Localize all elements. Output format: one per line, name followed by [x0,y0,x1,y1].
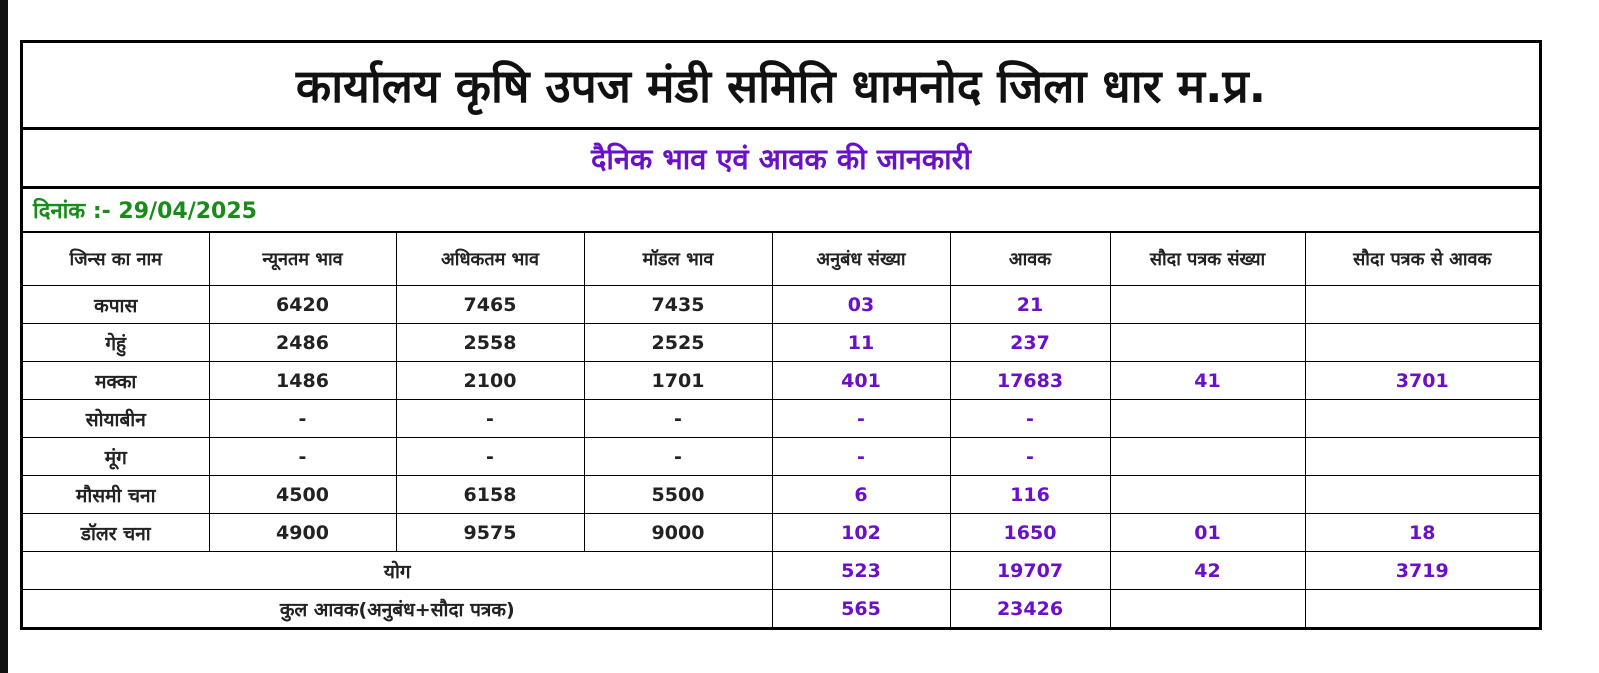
cell-max-rate: 7465 [396,286,584,324]
cell-contract-count: 03 [772,286,950,324]
cell-deal-count [1110,286,1305,324]
total-contract-count: 523 [772,552,950,590]
cell-min-rate: 2486 [209,324,396,362]
cell-deal-arrival [1305,324,1539,362]
cell-model-rate: 5500 [584,476,772,514]
table-row [23,400,1539,438]
col-header-max-rate: अधिकतम भाव [396,233,584,286]
cell-deal-arrival: 18 [1305,514,1539,552]
grand-total-arrival: 23426 [950,590,1110,628]
left-edge-bar [0,0,8,673]
cell-model-rate: - [584,438,772,476]
cell-min-rate: 6420 [209,286,396,324]
table-row [23,438,1539,476]
cell-deal-count: 41 [1110,362,1305,400]
cell-commodity-name: मूंग [23,438,209,476]
col-header-deal-arrival: सौदा पत्रक से आवक [1305,233,1539,286]
table-row [23,514,1539,552]
cell-min-rate: - [209,438,396,476]
cell-deal-count [1110,438,1305,476]
cell-arrival: 116 [950,476,1110,514]
cell-max-rate: - [396,438,584,476]
cell-max-rate: - [396,400,584,438]
rates-table [23,233,1539,627]
cell-min-rate: 4500 [209,476,396,514]
table-row [23,476,1539,514]
cell-deal-arrival [1305,476,1539,514]
office-title: कार्यालय कृषि उपज मंडी समिति धामनोद जिला धार म.प्र. [23,43,1539,130]
cell-model-rate: 9000 [584,514,772,552]
grand-total-empty-1 [1110,590,1305,628]
cell-arrival: - [950,400,1110,438]
cell-arrival: 21 [950,286,1110,324]
cell-min-rate: 1486 [209,362,396,400]
cell-commodity-name: मौसमी चना [23,476,209,514]
col-header-min-rate: न्यूनतम भाव [209,233,396,286]
total-deal-arrival: 3719 [1305,552,1539,590]
cell-model-rate: 1701 [584,362,772,400]
total-deal-count: 42 [1110,552,1305,590]
cell-deal-count [1110,324,1305,362]
cell-max-rate: 2100 [396,362,584,400]
cell-deal-arrival [1305,438,1539,476]
col-header-model-rate: मॉडल भाव [584,233,772,286]
total-row [23,552,1539,590]
cell-arrival: 17683 [950,362,1110,400]
col-header-contract-count: अनुबंध संख्या [772,233,950,286]
cell-deal-arrival [1305,400,1539,438]
cell-arrival: 1650 [950,514,1110,552]
table-body [23,286,1539,552]
col-header-commodity: जिन्स का नाम [23,233,209,286]
cell-contract-count: - [772,400,950,438]
cell-deal-arrival [1305,286,1539,324]
cell-contract-count: 401 [772,362,950,400]
cell-max-rate: 2558 [396,324,584,362]
cell-min-rate: - [209,400,396,438]
cell-contract-count: 102 [772,514,950,552]
col-header-arrival: आवक [950,233,1110,286]
cell-arrival: - [950,438,1110,476]
cell-max-rate: 6158 [396,476,584,514]
table-header-row [23,233,1539,286]
grand-total-empty-2 [1305,590,1539,628]
total-label: योग [23,552,772,590]
cell-deal-count [1110,400,1305,438]
table-row [23,286,1539,324]
table-row [23,362,1539,400]
cell-commodity-name: कपास [23,286,209,324]
grand-total-label: कुल आवक(अनुबंध+सौदा पत्रक) [23,590,772,628]
cell-contract-count: 6 [772,476,950,514]
grand-total-row [23,590,1539,628]
cell-contract-count: - [772,438,950,476]
cell-commodity-name: सोयाबीन [23,400,209,438]
cell-model-rate: - [584,400,772,438]
cell-contract-count: 11 [772,324,950,362]
report-subtitle: दैनिक भाव एवं आवक की जानकारी [23,130,1539,189]
total-arrival: 19707 [950,552,1110,590]
cell-commodity-name: मक्का [23,362,209,400]
table-row [23,324,1539,362]
cell-arrival: 237 [950,324,1110,362]
grand-total-contract: 565 [772,590,950,628]
cell-commodity-name: डॉलर चना [23,514,209,552]
cell-min-rate: 4900 [209,514,396,552]
report-date: दिनांक :- 29/04/2025 [23,189,1539,233]
cell-model-rate: 2525 [584,324,772,362]
cell-max-rate: 9575 [396,514,584,552]
cell-model-rate: 7435 [584,286,772,324]
cell-deal-count: 01 [1110,514,1305,552]
cell-commodity-name: गेहुं [23,324,209,362]
col-header-deal-count: सौदा पत्रक संख्या [1110,233,1305,286]
cell-deal-arrival: 3701 [1305,362,1539,400]
cell-deal-count [1110,476,1305,514]
mandi-rate-sheet [20,40,1542,630]
